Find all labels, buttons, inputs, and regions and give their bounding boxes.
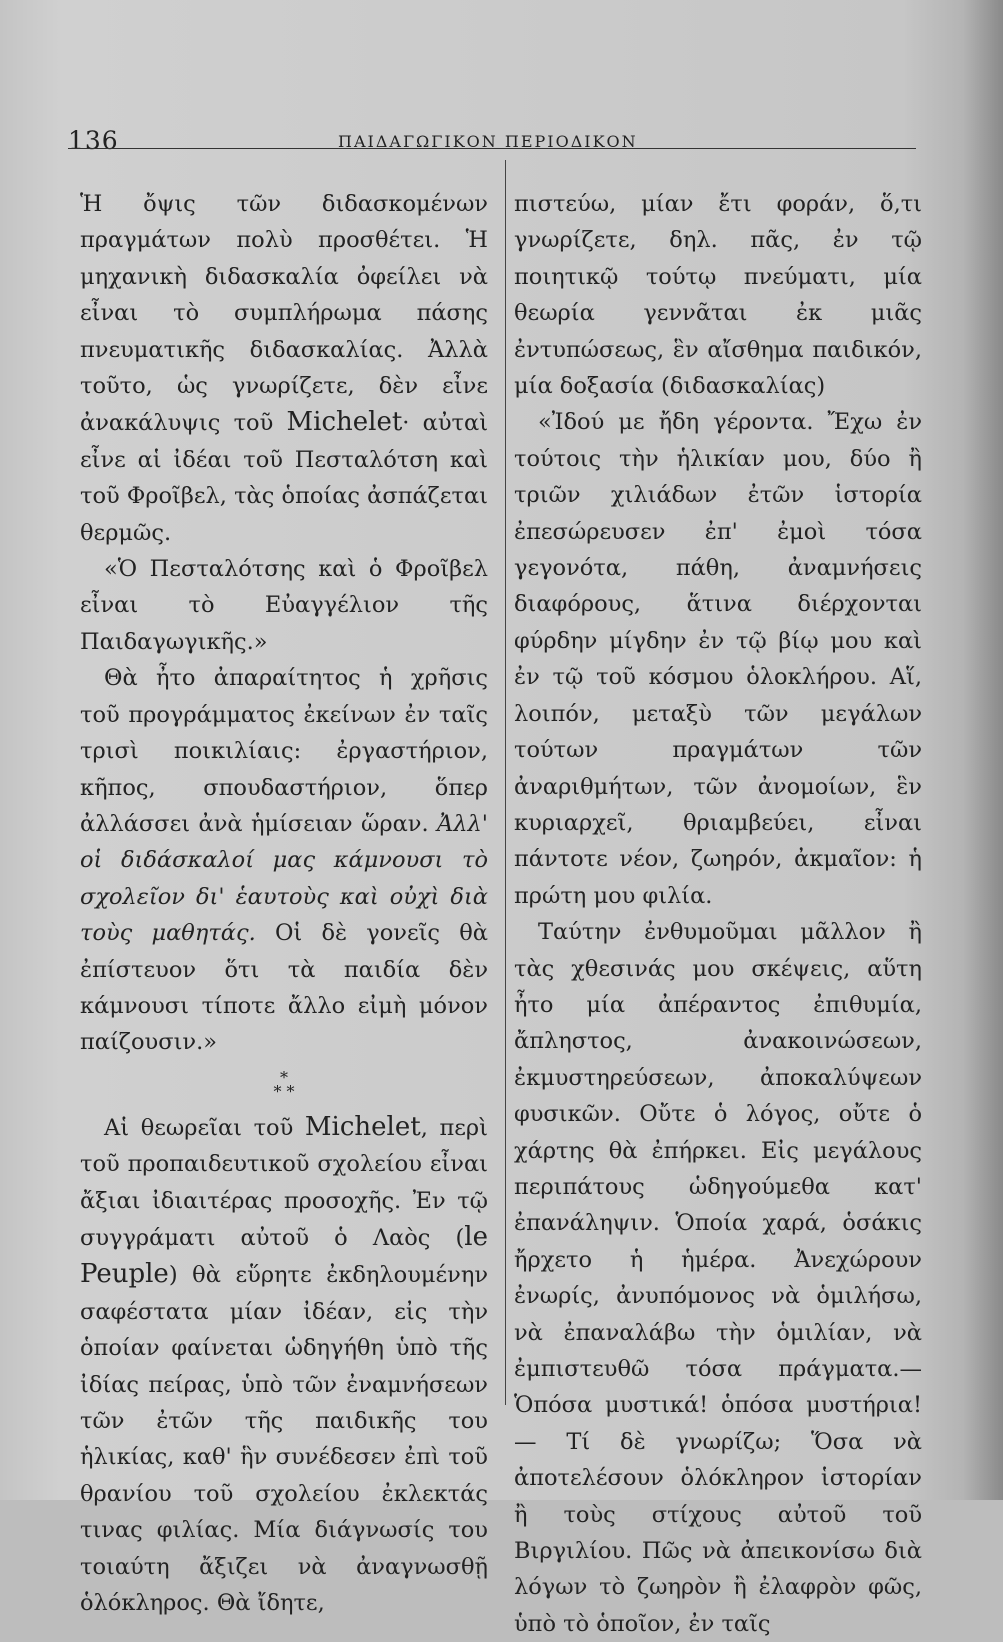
asterism-top: * <box>280 1067 288 1087</box>
right-column <box>514 186 922 1642</box>
header-rule <box>68 148 916 149</box>
paragraph <box>80 1109 488 1622</box>
text: Αἱ θεωρεῖαι τοῦ <box>104 1114 294 1141</box>
text: ) θὰ εὕρητε ἐκδηλουμένην σαφέστατα μίαν ἰδέαν, εἰς τὴν ὁποίαν φαίνεται ὡδηγήθη ὑπὸ τῆς ἰδίας πείρας, ὑπὸ τῶν ἐναμνήσεων τῶν ἐτῶν τῆς παιδικῆς του ἡλικίας, καθ' ἣν συνέδεσεν ἐπὶ τοῦ θρανίου τοῦ σχολείου ἐκλεκτάς τινας φιλίας. Μία διάγνωσίς του τοιαύτη ἄξιζει νὰ ἀναγνωσθῇ ὁλόκληρος. Θὰ ἴδητε, <box>80 1262 488 1617</box>
italic-text: Ἀλλ' οἱ διδάσκαλοί μας κάμνουσι τὸ σχολεῖον δι' ἑαυτοὺς καὶ οὐχὶ διὰ τοὺς μαθητάς. <box>80 810 488 947</box>
page-header <box>68 126 914 160</box>
section-asterism <box>80 1067 488 1101</box>
page-number: 136 <box>68 126 119 155</box>
paragraph: Ταύτην ἐνθυμοῦμαι μᾶλλον ἢ τὰς χθεσινάς μου σκέψεις, αὕτη ἦτο μία ἀπέραντος ἐπιθυμία, ἄπληστος, ἀνακοινώσεων, ἐκμυστηρεύσεων, ἀποκαλύψεων φυσικῶν. Οὔτε ὁ λόγος, οὔτε ὁ χάρτης θὰ ἐπήρκει. Εἰς μεγάλους περιπάτους ὡδηγούμεθα κατ' ἐπανάληψιν. Ὁποία χαρά, ὁσάκις ἤρχετο ἡ ἡμέρα. Ἀνεχώρουν ἐνωρίς, ἀνυπόμονος νὰ ὁμιλήσω, νὰ ἐπαναλάβω τὴν ὁμιλίαν, νὰ ἐμπιστευθῶ τόσα πράγματα.—Ὁπόσα μυστικά! ὁπόσα μυστήρια! — Τί δὲ γνωρίζω; Ὅσα νὰ ἀποτελέσουν ὁλόκληρον ἱστορίαν ἢ τοὺς στίχους αὐτοῦ τοῦ Βιργιλίου. Πῶς νὰ ἀπεικονίσω διὰ λόγων τὸ ζωηρὸν ἢ ἐλαφρὸν φῶς, ὑπὸ τὸ ὁποῖον, ἐν ταῖς <box>514 919 922 1637</box>
column-divider <box>505 160 506 1405</box>
paragraph <box>80 186 488 551</box>
paragraph: «Ἰδού με ἤδη γέροντα. Ἔχω ἐν τούτοις τὴν ἡλικίαν μου, δύο ἢ τριῶν χιλιάδων ἐτῶν ἱστορία ἐπεσώρευσεν ἐπ' ἐμοὶ τόσα γεγονότα, πάθη, ἀναμνήσεις διαφόρους, ἅτινα διέρχονται φύρδην μίγδην ἐν τῷ βίῳ μου καὶ ἐν τῷ τοῦ κόσμου ὁλοκλήρου. Αἵ, λοιπόν, μεταξὺ τῶν μεγάλων τούτων πραγμάτων τῶν ἀναριθμήτων, τῶν ἀνομοίων, ἓν κυριαρχεῖ, θριαμβεύει, εἶναι πάντοτε νέον, ζωηρόν, ἀκμαῖον: ἡ πρώτη μου φιλία. <box>514 409 922 909</box>
text: Θὰ ἦτο ἀπαραίτητος ἡ χρῆσις τοῦ προγράμματος ἐκείνων ἐν ταῖς τρισὶ ποικιλίαις: ἐργαστήριον, κῆπος, σπουδαστήριον, ὅπερ ἀλλάσσει ἀνὰ ἡμίσειαν ὥραν. <box>80 665 488 837</box>
paragraph: «Ὁ Πεσταλότσης καὶ ὁ Φροῖβελ εἶναι τὸ Εὐαγγέλιον τῆς Παιδαγωγικῆς.» <box>80 556 488 655</box>
latin-name: Michelet <box>304 1111 421 1142</box>
page-edge-shadow <box>963 0 1003 1500</box>
left-column <box>80 186 488 1621</box>
paragraph: πιστεύω, μίαν ἔτι φοράν, ὅ,τι γνωρίζετε, δηλ. πᾶς, ἐν τῷ ποιητικῷ τούτῳ πνεύματι, μία θεωρία γεννᾶται ἐκ μιᾶς ἐντυπώσεως, ἓν αἴσθημα παιδικόν, μία δοξασία (διδασκαλίας) <box>514 191 922 400</box>
text: Ἡ ὄψις τῶν διδασκομένων πραγμάτων πολὺ προσθέτει. Ἡ μηχανικὴ διδασκαλία ὀφείλει νὰ εἶναι τὸ συμπλήρωμα πάσης πνευματικῆς διδασκαλίας. Ἀλλὰ τοῦτο, ὡς γνωρίζετε, δὲν εἶνε ἀνακάλυψις τοῦ <box>80 191 488 437</box>
latin-name: Michelet <box>286 407 403 438</box>
text: · αὐταὶ εἶνε αἱ ἰδέαι τοῦ Πεσταλότση καὶ τοῦ Φροῖβελ, τὰς ὁποίας ἀσπάζεται θερμῶς. <box>80 410 489 546</box>
text: Οἱ δὲ γονεῖς θὰ ἐπίστευον ὅτι τὰ παιδία δὲν κάμνουσι τίποτε ἄλλο εἰμὴ μόνον παίζουσιν.» <box>80 920 488 1056</box>
text: , περὶ τοῦ προπαιδευτικοῦ σχολείου εἶναι ἄξιαι ἰδιαιτέρας προσοχῆς. Ἐν τῷ συγγράματι αὐτοῦ ὁ Λαὸς ( <box>80 1114 488 1251</box>
latin-name: le Peuple <box>80 1221 488 1290</box>
paragraph <box>80 660 488 1060</box>
running-title: ΠΑΙΔΑΓΩΓΙΚΟΝ ΠΕΡΙΟΔΙΚΟΝ <box>338 132 638 151</box>
asterism-bottom: * * <box>273 1081 295 1101</box>
